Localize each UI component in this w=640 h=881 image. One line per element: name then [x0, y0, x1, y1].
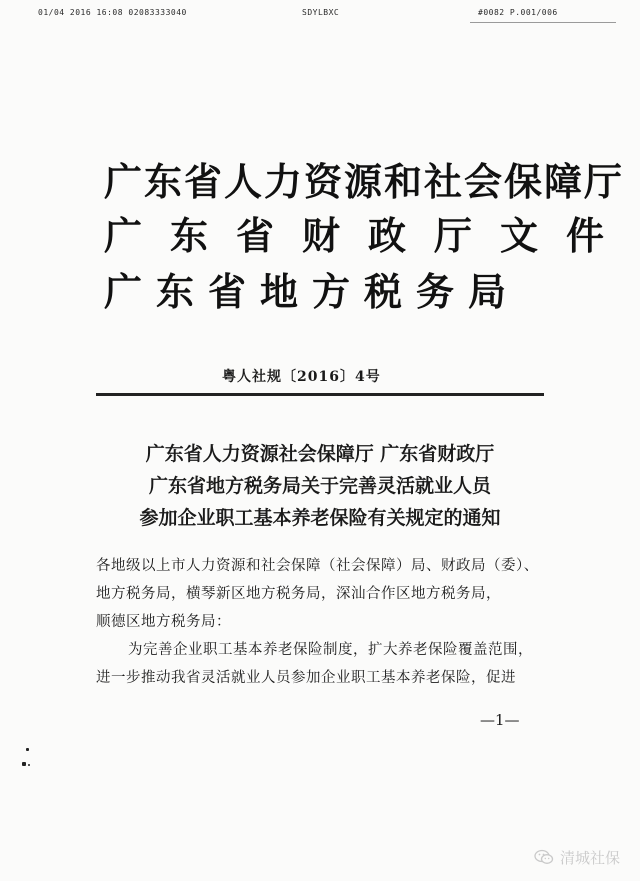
fax-sender-id: SDYLBXC [302, 8, 340, 17]
fax-header-rule [470, 22, 616, 23]
body-line-1: 各地级以上市人力资源和社会保障（社会保障）局、财政局（委）、 [96, 558, 539, 574]
body-line-3: 顺德区地方税务局： [96, 614, 231, 630]
letterhead-line-3: 广东省地方税务局 [104, 269, 521, 314]
body-line-2: 地方税务局，横琴新区地方税务局，深汕合作区地方税务局， [96, 586, 501, 602]
page-number: —1— [480, 711, 520, 729]
wechat-icon [534, 849, 554, 865]
notice-title-line-2: 广东省地方税务局关于完善灵活就业人员 [148, 475, 491, 497]
body-line-4: 为完善企业职工基本养老保险制度，扩大养老保险覆盖范围， [128, 642, 533, 658]
fax-page-info: #0082 P.001/006 [478, 8, 558, 17]
watermark [534, 847, 620, 867]
body-line-5: 进一步推动我省灵活就业人员参加企业职工基本养老保险，促进 [96, 670, 516, 686]
scan-speck [26, 748, 29, 751]
notice-title-line-3: 参加企业职工基本养老保险有关规定的通知 [139, 507, 501, 529]
letterhead-divider [96, 393, 544, 396]
fax-header [0, 8, 640, 22]
document-number: 粤人社规〔2016〕4号 [222, 369, 381, 385]
notice-title-line-1: 广东省人力资源社会保障厅 广东省财政厅 [145, 443, 495, 465]
letterhead-line-1: 广东省人力资源和社会保障厅 [104, 159, 625, 204]
scan-speck [22, 762, 26, 766]
fax-date-time-number: 01/04 2016 16:08 02083333040 [38, 8, 187, 17]
scan-speck [28, 764, 30, 766]
letterhead-line-2: 广东省财政厅文件 [104, 213, 633, 258]
watermark-text: 清城社保 [559, 848, 620, 867]
